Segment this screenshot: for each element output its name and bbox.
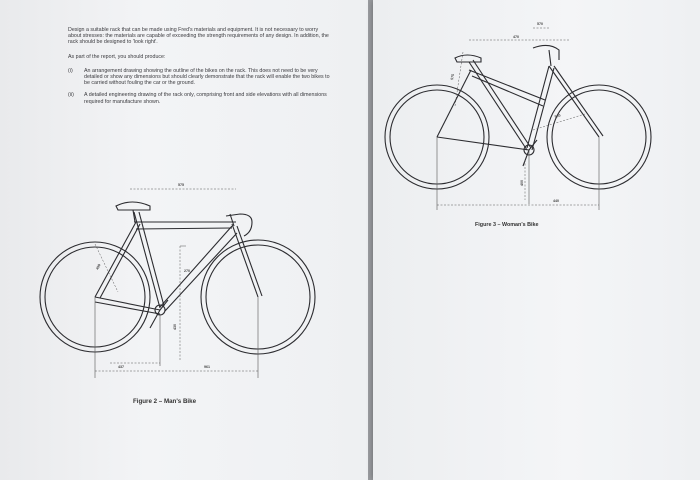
brief-item-text: A detailed engineering drawing of the rack only, comprising front and side elevations with all dimensions required for manufacture shown.: [84, 92, 327, 105]
womans-bike-drawing: [373, 0, 700, 480]
dim-label-rear: 961: [204, 365, 210, 369]
dim-label-drop: 430: [173, 324, 177, 330]
down-tube: [160, 226, 232, 307]
mans-bike-caption: Figure 2 – Man's Bike: [133, 398, 197, 405]
womans-bike-caption: Figure 3 – Woman's Bike: [475, 222, 539, 228]
dim-label-bottom: 400: [520, 180, 524, 186]
right-page: [373, 0, 700, 480]
handlebar: [533, 45, 559, 60]
fork-inner: [237, 226, 262, 296]
seat-tube: [134, 212, 160, 308]
seat-tube-inner: [473, 60, 531, 148]
brief-item-number: (ii): [68, 92, 74, 99]
dim-label-wheelbase: 437: [118, 365, 124, 369]
top-tube-inner: [472, 76, 543, 106]
brief-item-number: (i): [68, 67, 73, 74]
dim-label-top: 575: [178, 183, 184, 187]
dim-label-bracket: 270: [184, 269, 190, 273]
seat-stay-inner: [100, 224, 140, 298]
dim-label-seat-top: 570: [537, 22, 543, 26]
saddle: [455, 55, 481, 62]
extension-line: [95, 246, 258, 378]
down-tube-inner: [532, 68, 554, 150]
top-tube: [469, 70, 545, 100]
brief-intro: Design a suitable rack that can be made using Fred's materials and equipment. It is not necessary to worry about stresses: the materials are capable of exceeding the strength requirements of any design. In addition, the rack should be designed to 'look right'.: [68, 27, 329, 46]
seat-stay: [95, 222, 136, 297]
brief-prompt: As part of the report, you should produce:: [68, 53, 166, 60]
top-tube-inner: [136, 228, 232, 229]
dim-label-top: 470: [513, 35, 519, 39]
seat-tube: [469, 62, 527, 150]
dim-label-seat: 450: [95, 263, 102, 271]
seat-tube-inner: [139, 212, 164, 306]
dim-label-front: 500: [554, 113, 562, 119]
stem: [549, 50, 551, 66]
dim-label-base: 440: [553, 199, 559, 203]
down-tube: [527, 66, 549, 148]
brief-item-text: An arrangement drawing showing the outline of the bikes on the rack. This does not need to be very detailed or show any dimensions but should clearly demonstrate that the rack will enable the two bikes to be carried without fouling the car or the ground.: [84, 67, 330, 87]
fork: [549, 66, 599, 137]
dim-label-left: 575: [450, 73, 456, 81]
saddle: [116, 202, 150, 210]
